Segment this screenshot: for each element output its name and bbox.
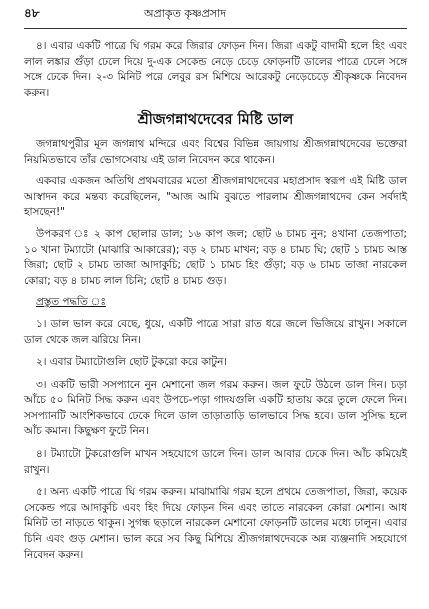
recipe-title: শ্রীজগন্নাথদেবের মিষ্টি ডাল: [137, 112, 294, 129]
method-step-2: ২। এবার টম্যাটোগুলি ছোট টুকরো করে কাটুন।: [36, 356, 227, 369]
method-heading: [24, 295, 407, 311]
previous-recipe-step: ৪। এবার একটি পাত্রে ঘি গরম করে জিরার ফোড়ন দিন। জিরা একটু বাদামী হলে হিং এবং লাল লঙ্কার গুঁড়া ঢেলে দিয়ে দু-এক সেকেন্ড নেড়ে চেড়ে ফোড়নটি ডালের পাত্রে ঢেলে সঙ্গে সঙ্গে ঢেকে দিন। ২-৩ মিনিট পরে লেবুর রস মিশিয়ে আরেকটু নেড়েচেড়ে শ্রীকৃষ্ণকে নিবেদন করুন।: [24, 40, 407, 99]
ingredients-paragraph: উপকরণ ঃ ২ কাপ ছোলার ডাল; ১৬ কাপ জল; ছোট ৬ চামচ নুন; ৪খানা তেজপাতা; ১০ খানা টম্যাটো (মাঝারি আকারের); বড় ২ চামচ মাখন; বড় ৪ চামচ ঘি; ছোট ১ চামচ আস্ত জিরা; ছোট ২ চামচ তাজা আদাকুচি; ছোট ১ চামচ হিং গুঁড়া; বড় ৬ চামচ তাজা নারকেল কোরা; বড় ৪ চামচ লাল চিনি; ছোট ৪ চামচ গুড়।: [24, 227, 407, 287]
running-title: অপ্রাকৃত কৃষ্ণপ্রসাদ: [144, 7, 227, 20]
method-step-1: ১। ডাল ভাল করে বেছে, ধুয়ে, একটি পাত্রে সারা রাত ধরে জলে ভিজিয়ে রাখুন। সকালে ডাল থেকে জল ঝরিয়ে নিন।: [24, 317, 407, 346]
page-header: [24, 6, 407, 29]
method-step-5: ৫। অন্য একটি পাত্রে ঘি গরম করুন। মাঝামাঝি গরম হলে প্রথমে তেজপাতা, জিরা, কয়েক সেকেন্ড পরে আদাকুচি এবং হিং দিয়ে ফোড়ন দিন এবং তাতে নারকেল কোরা মেশান। আধ মিনিট তা নাড়তে থাকুন। সুগন্ধ ছড়ালে নারকেল মেশানো ফোড়নটি ডালের মধ্যে ঢালুন। এবার চিনি এবং গুড় মেশান। ভাল করে সব কিছু মিশিয়ে শ্রীজগন্নাথদেবকে অন্ন ব্যঞ্জনাদি সহযোগে নিবেদন করুন।: [24, 486, 407, 561]
method-step-3: ৩। একটি ভারী সসপ্যানে নুন মেশানো জল গরম করুন। জল ফুটে উঠলে ডাল দিন। চড়া আঁচে ৫০ মিনিট সিদ্ধ করুন এবং উপচে-পড়া গাদযগুলি একটি হাতায় করে তুলে ফেলে দিন। সসপ্যানটি আংশিকভাবে ঢেকে দিলে ডাল তাড়াতাড়ি ভালভাবে সিদ্ধ হবে। ডাল সুসিদ্ধ হলে আঁচ কমান। কিছুক্ষণ ফুটে নিন।: [24, 378, 407, 438]
recipe-intro-paragraph-1: জগন্নাথপুরীর মূল জগন্নাথ মন্দিরে এবং বিশ্বের বিভিন্ন জায়গায় শ্রীজগন্নাথদেবের ভক্তেরা নিয়মিতভাবে তাঁর ভোগসেবায় এই ডাল নিবেদন করে থাকেন।: [24, 137, 407, 166]
method-step-4: ৪। টম্যাটো টুকরোগুলি মাখন সহযোগে ডালে দিন। ডাল আবার ঢেকে দিন। আঁচ কমিয়েই রাখুন।: [24, 448, 407, 476]
recipe-intro-paragraph-2: একবার একজন অতিথি প্রথমবারের মতো শ্রীজগন্নাথদেবের মহাপ্রসাদ স্বরূপ এই মিষ্টি ডাল আস্বাদন করে মন্তব্য করেছিলেন, "আজ আমি বুঝতে পারলাম শ্রীজগন্নাথদেব কেন সর্বদাই হাসছেন!": [24, 175, 407, 219]
page-number: ৪৮: [24, 6, 40, 20]
method-heading-text: প্রস্তুত পদ্ধতি ঃ: [36, 296, 106, 309]
